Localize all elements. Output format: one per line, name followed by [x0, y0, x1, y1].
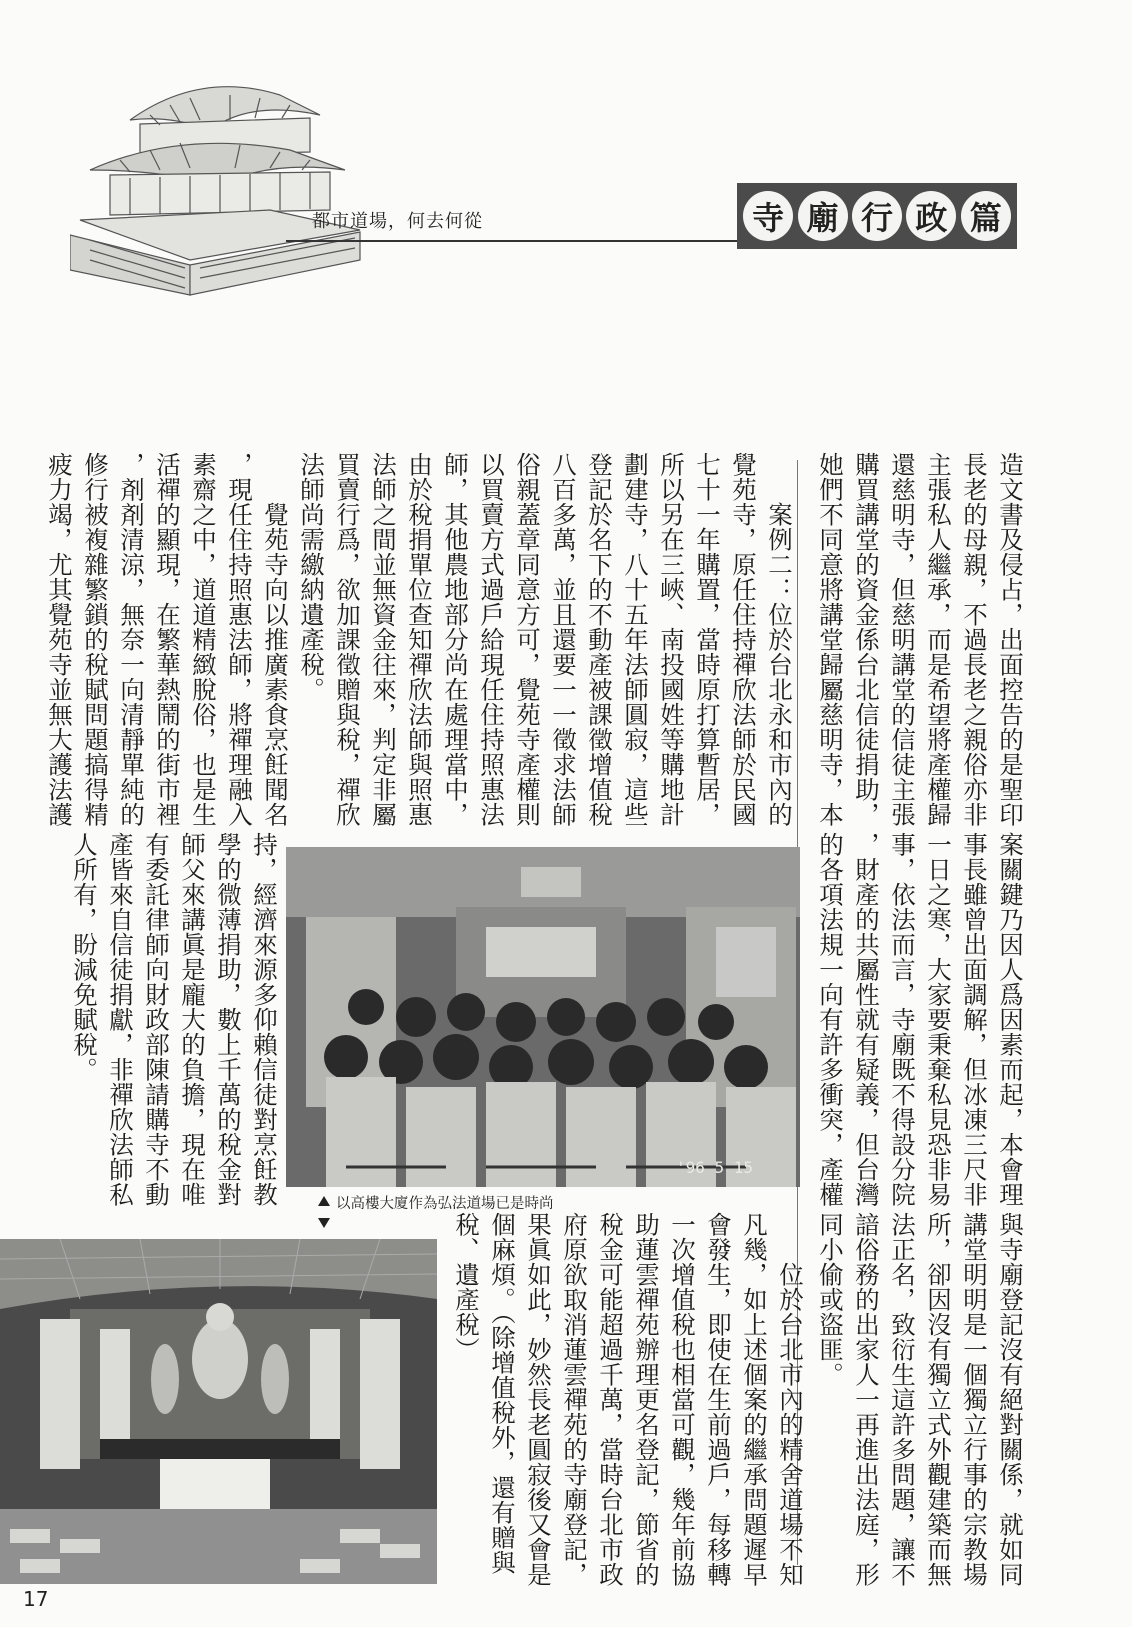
photo-caption: 以高樓大廈作為弘法道場已是時尚 [336, 1196, 554, 1212]
section-char-5: 篇 [961, 191, 1011, 241]
section-char-1: 寺 [743, 191, 793, 241]
lecture-hall-photo [286, 847, 800, 1187]
section-char-2: 廟 [798, 191, 848, 241]
article-text-middle-bottom: 位於台北市內的精舍道場不知 凡幾，如上述個案的繼承問題遲早 會發生，即使在生前過戶，每移轉 一次增值稅也相當可觀，幾年前協 助蓮雲禪苑辦理更名登記，節省的 稅金可能超過千萬，當時台北市政 府原欲取消蓮雲禪苑的寺廟登記， 果眞如此，妙然長老圓寂後又會是 個麻煩。（除增值稅外，還有贈與 稅、遺產稅） [452, 1212, 805, 1587]
article-text-left-mid: 持，經濟來源多仰賴信徒對烹飪教 學的微薄捐助，數上千萬的稅金對 師父來講眞是龐大的負擔，現在唯 有委託律師向財政部陳請購寺不動 產皆來自信徒捐獻，非禪欣法師私 人所有，盼減免賦稅。 [70, 832, 279, 1207]
section-title-banner [737, 183, 1017, 249]
temple-illustration [70, 60, 370, 300]
article-subtitle: 都市道場，何去何從 [312, 211, 483, 232]
caption-arrow-down-icon [318, 1218, 330, 1228]
photo-date-stamp: '96 5 15 [676, 1158, 754, 1177]
header-rule [286, 240, 738, 242]
caption-arrow-up-icon [318, 1196, 330, 1206]
article-text-right-top: 造文書及侵占，出面控告的是聖印 長老的母親，不過長老之親俗亦非 主張私人繼承，而是希望將產權歸 還慈明寺，但慈明講堂的信徒主張 購買講堂的資金係台北信徒捐助， 她們不同意將講堂歸屬慈明寺，本 [816, 452, 1025, 827]
buddha-shrine-photo [0, 1239, 437, 1584]
page-number: 17 [23, 1587, 49, 1611]
article-text-right-mid: 案關鍵乃因人爲因素而起，本會理 事長雖曾出面調解，但冰凍三尺非 一日之寒，大家要秉棄私見恐非易 事，依法而言，寺廟既不得設分院 ，財產的共屬性就有疑義，但台灣 的各項法規一向有許多衝突，產權 [816, 832, 1025, 1207]
section-char-3: 行 [852, 191, 902, 241]
section-char-4: 政 [906, 191, 956, 241]
article-text-right-bottom: 與寺廟登記沒有絕對關係，就如同 講堂明明是一個獨立行事的宗教場 所，卻因沒有獨立式外觀建築而無 法正名，致衍生這許多問題，讓不 諳俗務的出家人一再進出法庭，形 同小偷或盜匪。 [816, 1212, 1025, 1587]
article-text-case-two: 案例二：位於台北永和市內的 覺苑寺，原任住持禪欣法師於民國 七十一年購置，當時原打算暫居， 所以另在三峽、南投國姓等購地計 劃建寺，八十五年法師圓寂，這些 登記於名下的不動產被課徵增值稅 八百多萬，並且還要一一徵求法師 俗親蓋章同意方可，覺苑寺產權則 以買賣方式過戶給現任住持照惠法 師，其他農地部分尚在處理當中， 由於稅捐單位查知禪欣法師與照惠 法師之間並無資金往來，判定非屬 買賣行爲，欲加課徵贈與稅，禪欣 法師尚需繳納遺產稅。 覺苑寺向以推廣素食烹飪聞名 ，現任住持照惠法師，將禪理融入 素齋之中，道道精緻脫俗，也是生 活禪的顯現，在繁華熱鬧的街市裡 ，剤剤清涼，無奈一向清靜單純的 修行被複雜繁鎖的稅賦問題搞得精 疲力竭，尤其覺苑寺並無大護法護 [45, 452, 794, 827]
